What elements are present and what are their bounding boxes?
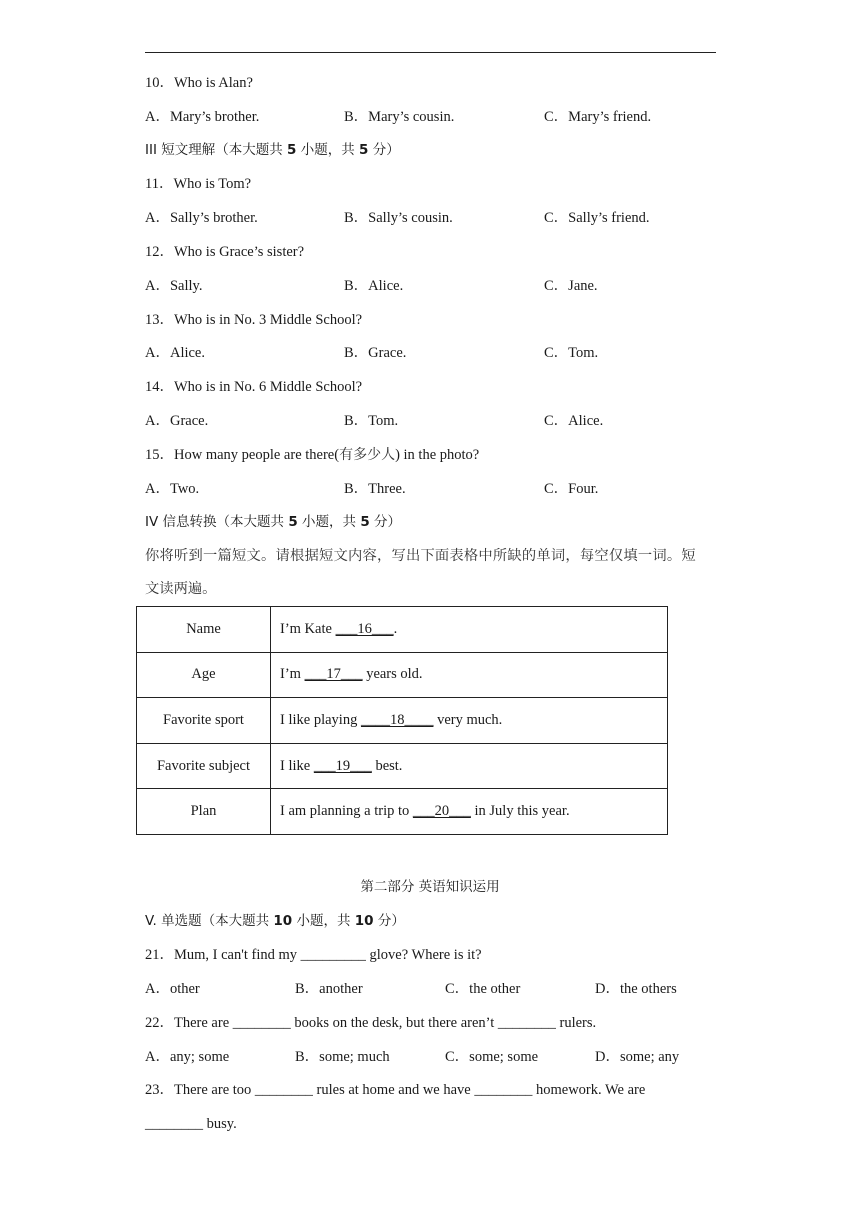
question-14: 14．Who is in No. 6 Middle School?: [145, 379, 363, 395]
table-row: [137, 652, 668, 698]
table-row: [137, 698, 668, 744]
q11-option-b: B．Sally’s cousin.: [344, 210, 453, 226]
section-3-heading: III 短文理解（本大题共 5 小题，共 5 分）: [145, 142, 400, 158]
q12-option-a: A．Sally.: [145, 278, 203, 294]
q21-option-c: C．the other: [445, 981, 521, 997]
answer-blank-20[interactable]: ___20___: [412, 803, 471, 820]
q14-option-a: A．Grace.: [145, 413, 209, 429]
instruction-line-1: 你将听到一篇短文。请根据短文内容，写出下面表格中所缺的单词，每空仅填一词。短: [145, 548, 696, 564]
table-value: I like ___19___ best.: [271, 743, 668, 789]
part-2-title: 第二部分 英语知识运用: [360, 879, 500, 895]
answer-blank-16[interactable]: ___16___: [335, 620, 394, 637]
q15-option-a: A．Two.: [145, 481, 200, 497]
q22-option-d: D．some; any: [595, 1049, 680, 1065]
table-row: [137, 743, 668, 789]
table-row: [137, 607, 668, 653]
table-value: I am planning a trip to ___20___ in July this year.: [271, 789, 668, 835]
answer-blank-18[interactable]: ____18____: [360, 711, 434, 728]
instruction-line-2: 文读两遍。: [145, 581, 217, 597]
info-table: [136, 606, 668, 835]
header-rule: [145, 52, 716, 53]
q13-option-b: B．Grace.: [344, 345, 407, 361]
answer-blank-19[interactable]: ___19___: [313, 757, 372, 774]
section-5-heading: V. 单选题（本大题共 10 小题，共 10 分）: [145, 913, 405, 929]
q22-option-a: A．any; some: [145, 1049, 230, 1065]
q14-option-c: C．Alice.: [544, 413, 604, 429]
question-23: 23．There are too ________ rules at home and we have ________ homework. We are: [145, 1082, 646, 1098]
q21-option-b: B．another: [295, 981, 363, 997]
question-12: 12．Who is Grace’s sister?: [145, 244, 305, 260]
table-value: I like playing ____18____ very much.: [271, 698, 668, 744]
q21-option-a: A．other: [145, 981, 200, 997]
table-value: I’m Kate ___16___.: [271, 607, 668, 653]
q12-option-c: C．Jane.: [544, 278, 598, 294]
q10-option-a: A．Mary’s brother.: [145, 109, 260, 125]
q10-option-c: C．Mary’s friend.: [544, 109, 652, 125]
q15-option-b: B．Three.: [344, 481, 406, 497]
q14-option-b: B．Tom.: [344, 413, 399, 429]
q15-option-c: C．Four.: [544, 481, 599, 497]
q22-option-b: B．some; much: [295, 1049, 390, 1065]
table-key: Favorite subject: [137, 743, 271, 789]
table-key: Favorite sport: [137, 698, 271, 744]
q11-option-c: C．Sally’s friend.: [544, 210, 650, 226]
q11-option-a: A．Sally’s brother.: [145, 210, 258, 226]
q22-option-c: C．some; some: [445, 1049, 539, 1065]
table-key: Name: [137, 607, 271, 653]
q10-option-b: B．Mary’s cousin.: [344, 109, 455, 125]
q21-option-d: D．the others: [595, 981, 677, 997]
question-13: 13．Who is in No. 3 Middle School?: [145, 312, 363, 328]
q12-option-b: B．Alice.: [344, 278, 404, 294]
q13-option-a: A．Alice.: [145, 345, 205, 361]
section-4-heading: IV 信息转换（本大题共 5 小题，共 5 分）: [145, 514, 402, 530]
question-21: 21．Mum, I can't find my _________ glove? Where is it?: [145, 947, 482, 963]
question-15: 15．How many people are there(有多少人) in the photo?: [145, 447, 480, 463]
answer-blank-17[interactable]: ___17___: [304, 666, 363, 683]
question-10: 10．Who is Alan?: [145, 75, 253, 91]
table-key: Age: [137, 652, 271, 698]
q13-option-c: C．Tom.: [544, 345, 599, 361]
table-value: I’m ___17___ years old.: [271, 652, 668, 698]
question-23-continued: ________ busy.: [145, 1116, 237, 1132]
table-key: Plan: [137, 789, 271, 835]
question-22: 22．There are ________ books on the desk, but there aren’t ________ rulers.: [145, 1015, 597, 1031]
question-11: 11．Who is Tom?: [145, 176, 252, 192]
table-row: [137, 789, 668, 835]
